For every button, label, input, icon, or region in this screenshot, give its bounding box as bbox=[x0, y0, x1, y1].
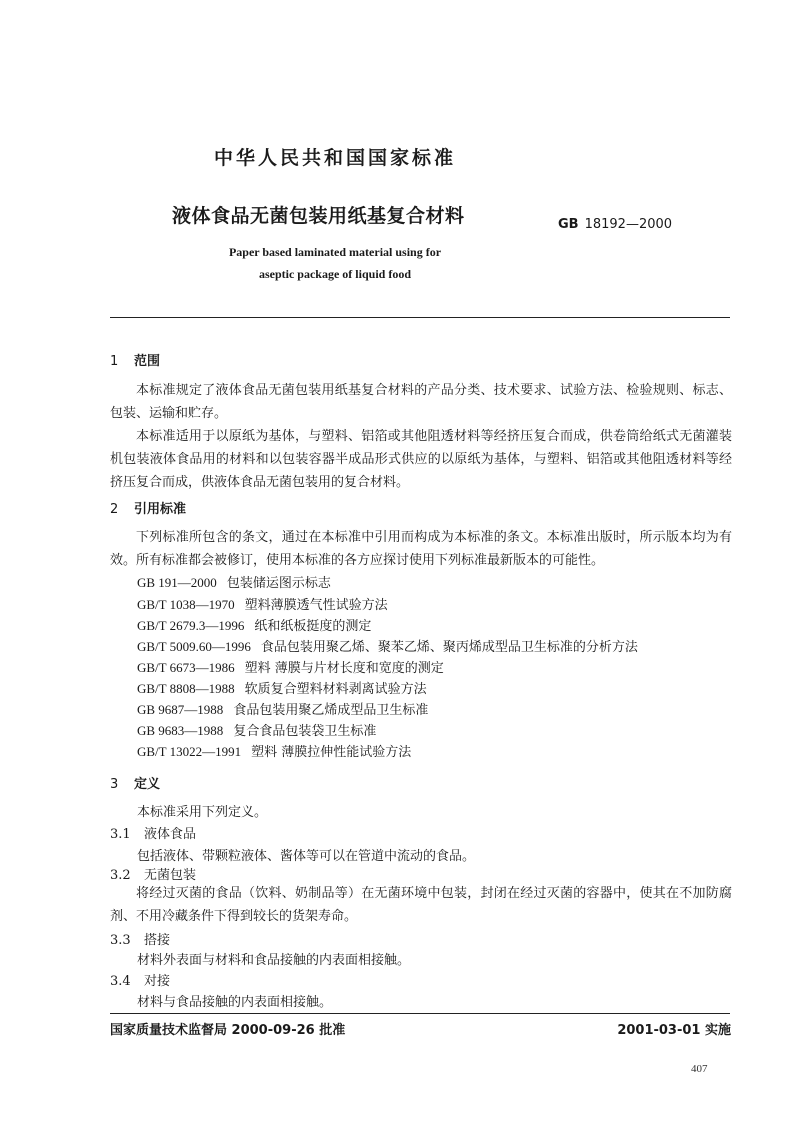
standard-prefix: GB bbox=[558, 217, 579, 232]
reference-title: 塑料 薄膜与片材长度和宽度的测定 bbox=[244, 661, 444, 676]
page-number: 407 bbox=[691, 1063, 708, 1075]
term-name: 对接 bbox=[144, 974, 171, 989]
definition-term bbox=[110, 823, 196, 842]
definition-text: 材料与食品接触的内表面相接触。 bbox=[137, 995, 333, 1010]
reference-code: GB/T 5009.60—1996 bbox=[137, 639, 251, 654]
section-title: 引用标准 bbox=[134, 502, 187, 517]
section-3-heading bbox=[110, 773, 160, 792]
reference-title: 塑料薄膜透气性试验方法 bbox=[244, 598, 388, 613]
reference-title: 复合食品包装袋卫生标准 bbox=[233, 724, 377, 739]
english-title-line2: aseptic package of liquid food bbox=[258, 267, 411, 281]
reference-item bbox=[137, 657, 444, 676]
term-name: 液体食品 bbox=[144, 827, 197, 842]
definition-term bbox=[110, 864, 196, 883]
definition-text: 材料外表面与材料和食品接触的内表面相接触。 bbox=[137, 953, 411, 968]
reference-code: GB 9687—1988 bbox=[137, 702, 224, 717]
reference-title: 塑料 薄膜拉伸性能试验方法 bbox=[251, 745, 412, 760]
section-2-para: 下列标准所包含的条文，通过在本标准中引用而构成为本标准的条文。本标准出版时，所示版本均为有效。所有标准都会被修订，使用本标准的各方应探讨使用下列标准最新版本的可能性。 bbox=[110, 530, 732, 568]
reference-code: GB 191—2000 bbox=[137, 575, 217, 590]
header-divider bbox=[110, 317, 730, 318]
approval-line: 国家质量技术监督局 2000-09-26 批准 bbox=[110, 1023, 346, 1038]
definition-text: 包括液体、带颗粒液体、酱体等可以在管道中流动的食品。 bbox=[137, 849, 476, 864]
term-name: 无菌包装 bbox=[144, 868, 197, 883]
reference-code: GB 9683—1988 bbox=[137, 723, 224, 738]
effective-date: 2001-03-01 实施 bbox=[617, 1023, 731, 1038]
reference-item bbox=[137, 594, 388, 613]
reference-code: GB/T 6673—1986 bbox=[137, 660, 235, 675]
section-1-para-2: 本标准适用于以原纸为基体，与塑料、铝箔或其他阻透材料等经挤压复合而成，供卷筒给纸式无菌灌装机包装液体食品用的材料和以包装容器半成品形式供应的以原纸为基体，与塑料、铝箔或其他阻透材料等经挤压复合而成，供液体食品无菌包装用的复合材料。 bbox=[110, 429, 732, 490]
reference-code: GB/T 8808—1988 bbox=[137, 681, 235, 696]
document-title: 液体食品无菌包装用纸基复合材料 bbox=[172, 205, 465, 227]
org-title: 中华人民共和国国家标准 bbox=[213, 147, 456, 169]
definition-number: 3.2 bbox=[110, 868, 131, 883]
definition-term bbox=[110, 929, 170, 948]
section-title: 范围 bbox=[134, 354, 161, 369]
section-1-para-1: 本标准规定了液体食品无菌包装用纸基复合材料的产品分类、技术要求、试验方法、检验规则、标志、包装、运输和贮存。 bbox=[110, 383, 732, 421]
reference-code: GB/T 13022—1991 bbox=[137, 744, 242, 759]
section-title: 定义 bbox=[134, 777, 161, 792]
reference-item bbox=[137, 678, 427, 697]
reference-title: 包装储运图示标志 bbox=[226, 576, 331, 591]
reference-item bbox=[137, 720, 376, 739]
standard-code: 18192—2000 bbox=[584, 217, 673, 232]
reference-code: GB/T 1038—1970 bbox=[137, 597, 235, 612]
reference-item bbox=[137, 741, 411, 760]
reference-title: 软质复合塑料材料剥离试验方法 bbox=[244, 682, 427, 697]
definition-number: 3.4 bbox=[110, 974, 131, 989]
section-1-heading bbox=[110, 350, 160, 369]
reference-code: GB/T 2679.3—1996 bbox=[137, 618, 245, 633]
reference-title: 食品包装用聚乙烯、聚苯乙烯、聚丙烯成型品卫生标准的分析方法 bbox=[260, 640, 638, 655]
reference-item bbox=[137, 636, 638, 655]
section-2-heading bbox=[110, 498, 186, 517]
term-name: 搭接 bbox=[144, 933, 171, 948]
section-number: 1 bbox=[110, 354, 119, 369]
reference-item bbox=[137, 615, 371, 634]
reference-title: 食品包装用聚乙烯成型品卫生标准 bbox=[233, 703, 429, 718]
definition-term bbox=[110, 970, 170, 989]
definition-number: 3.3 bbox=[110, 933, 131, 948]
definition-text: 将经过灭菌的食品（饮料、奶制品等）在无菌环境中包装，封闭在经过灭菌的容器中，使其在不加防腐剂、不用冷藏条件下得到较长的货架寿命。 bbox=[110, 886, 732, 924]
reference-title: 纸和纸板挺度的测定 bbox=[254, 619, 372, 634]
reference-item bbox=[137, 572, 331, 591]
footer-divider bbox=[110, 1013, 730, 1014]
reference-item bbox=[137, 699, 428, 718]
english-title-line1: Paper based laminated material using for bbox=[228, 245, 442, 259]
section-number: 2 bbox=[110, 502, 119, 517]
standard-number bbox=[558, 217, 672, 232]
definition-number: 3.1 bbox=[110, 827, 131, 842]
section-3-intro: 本标准采用下列定义。 bbox=[137, 805, 268, 820]
section-number: 3 bbox=[110, 777, 119, 792]
